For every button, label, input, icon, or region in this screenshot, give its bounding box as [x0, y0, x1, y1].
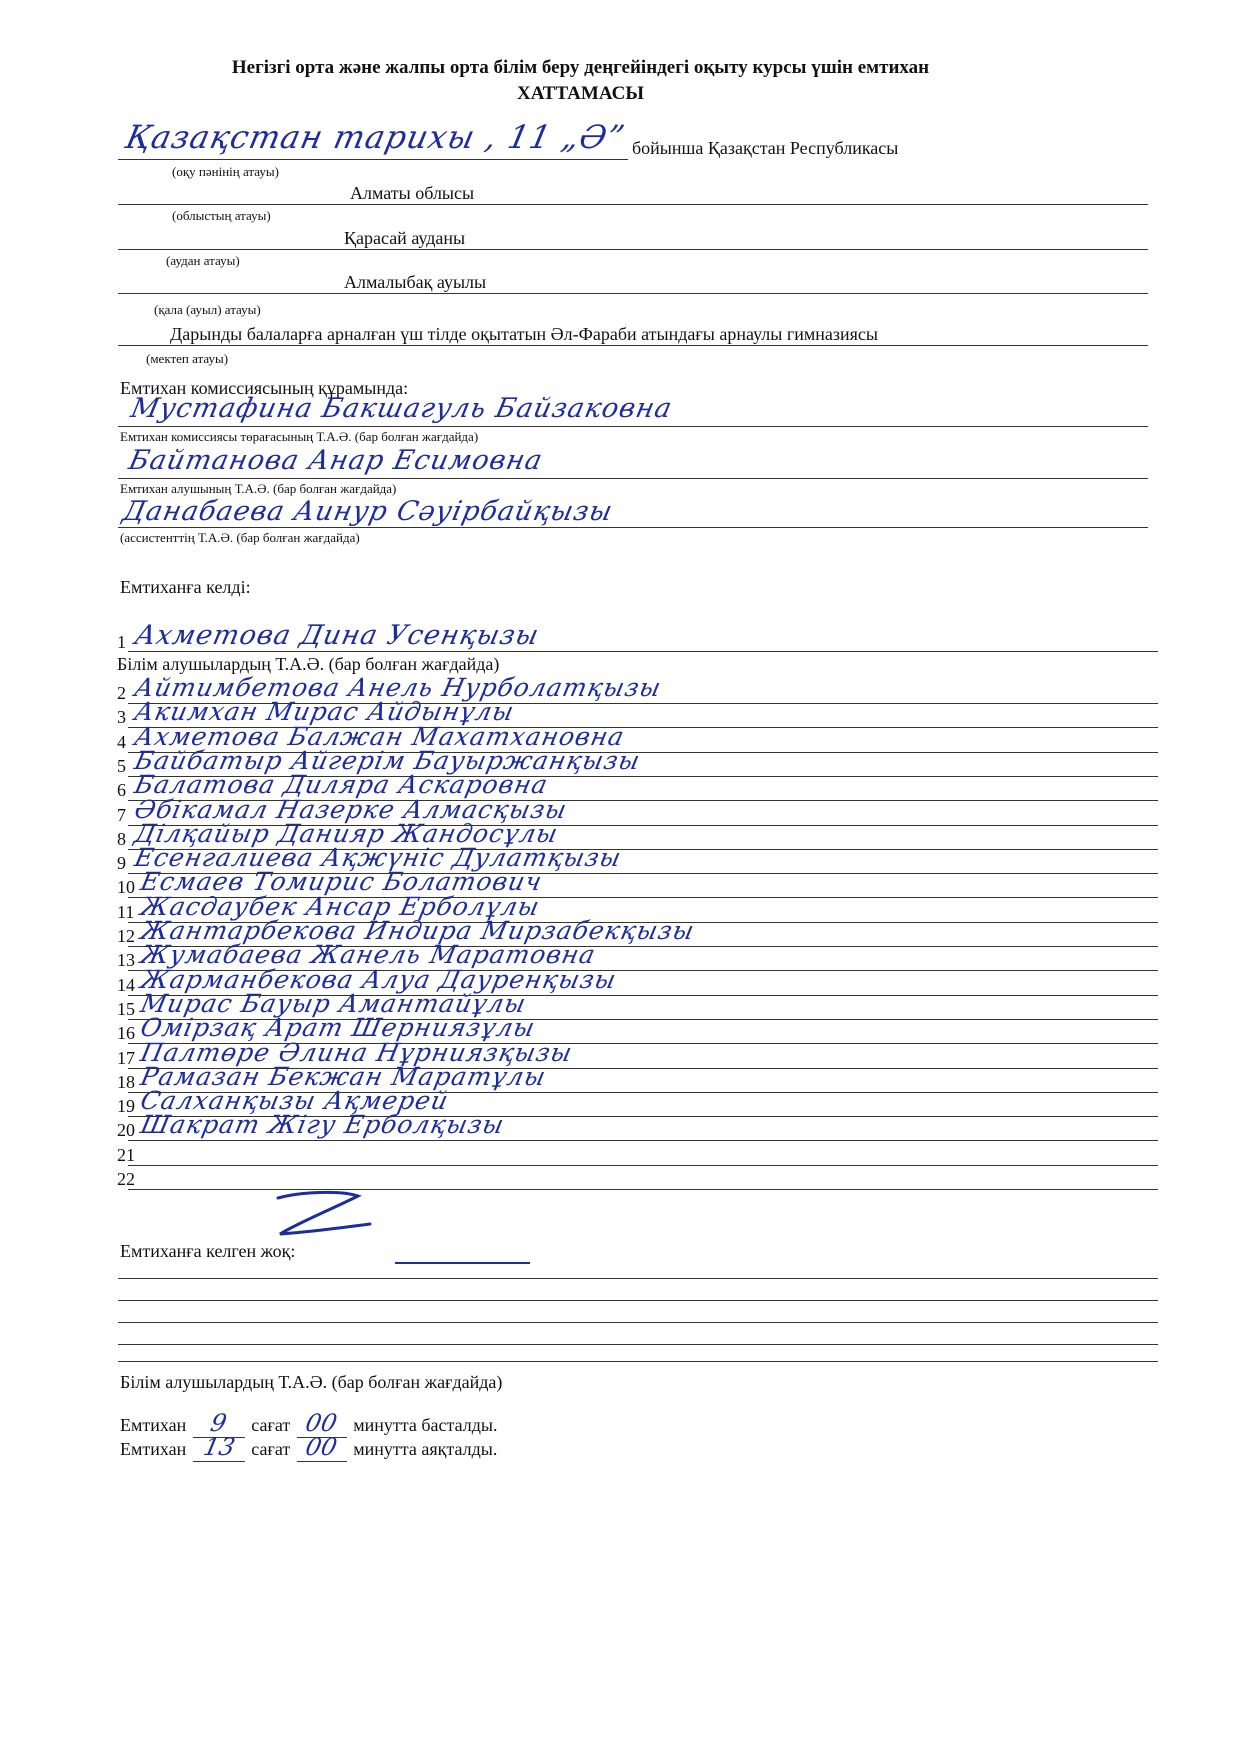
student-name: Есенгалиева Ақжүніс Дулатқызы [132, 843, 625, 872]
student-name: Омірзақ Арат Шерниязұлы [138, 1013, 539, 1042]
student-name: Жасдаубек Ансар Ерболұлы [138, 892, 543, 921]
document-title: Негізгі орта және жалпы орта білім беру деңгейіндегі оқыту курсы үшін емтихан [231, 57, 930, 78]
student-name: Жарманбекова Алуа Дауренқызы [138, 965, 620, 994]
absent-line-5 [118, 1361, 1158, 1362]
student-name: Жантарбекова Индира Мирзабекқызы [138, 916, 698, 945]
student-name: Рамазан Бекжан Маратұлы [138, 1062, 549, 1091]
end-hour: 13 [200, 1433, 238, 1461]
commission-examiner-name: Байтанова Анар Есимовна [126, 445, 546, 476]
end-time-row [120, 1433, 497, 1462]
student-line [128, 1140, 1158, 1141]
subject-suffix: бойынша Қазақстан Республикасы [632, 138, 899, 158]
region-line [118, 204, 1148, 205]
commission-assistant-label: (ассистенттің Т.А.Ә. (бар болған жағдайда) [120, 530, 360, 545]
student-name: Ахметова Дина Усенқызы [132, 620, 543, 651]
student-number: 6 [117, 780, 126, 800]
end-hour-field [193, 1433, 245, 1462]
student-number: 19 [117, 1096, 135, 1116]
commission-chair-line [118, 426, 1148, 427]
student-name: Есмаев Томирис Болатович [138, 867, 546, 896]
commission-assistant-line [118, 527, 1148, 528]
student-number: 12 [117, 926, 135, 946]
absent-line-2 [118, 1300, 1158, 1301]
district-label: (аудан атауы) [166, 253, 240, 268]
student-number: 10 [117, 877, 135, 897]
student-name: Салханқызы Ақмерей [138, 1086, 452, 1115]
student-name: Жумабаева Жанель Маратовна [138, 940, 599, 969]
start-min: 00 [303, 1409, 341, 1437]
start-prefix: Емтихан [120, 1415, 187, 1435]
student-name: Байбатыр Айгерім Бауыржанқызы [132, 746, 644, 775]
signature-mark [270, 1188, 380, 1243]
subject-label: (оқу пәнінің атауы) [172, 164, 279, 179]
school-label: (мектеп атауы) [146, 351, 229, 366]
commission-heading: Емтихан комиссиясының құрамында: [120, 378, 409, 398]
student-name: Акимхан Мирас Айдынұлы [132, 697, 518, 726]
end-min: 00 [303, 1433, 341, 1461]
student-number: 15 [117, 999, 135, 1019]
end-hour-word: сағат [251, 1439, 291, 1459]
student-name: Айтимбетова Анель Нурболатқызы [132, 673, 665, 702]
village-line [118, 293, 1148, 294]
end-min-field [297, 1433, 347, 1462]
school-line [118, 345, 1148, 346]
end-suffix: минутта аяқталды. [353, 1439, 498, 1459]
commission-assistant-name: Данабаева Аинур Сәуірбайқызы [120, 496, 616, 527]
commission-examiner-line [118, 478, 1148, 479]
student-number: 5 [117, 756, 126, 776]
region-label: (облыстың атауы) [172, 208, 271, 223]
student-name: Палтөре Әлина Нұрниязқызы [138, 1038, 576, 1067]
student-number: 3 [117, 707, 126, 727]
student-name: Шакрат Жігу Ерболқызы [138, 1110, 508, 1139]
student-number: 2 [117, 683, 126, 703]
start-hour-word: сағат [251, 1415, 291, 1435]
student-number: 22 [117, 1169, 135, 1189]
student-name: Ділқайыр Данияр Жандосұлы [132, 819, 562, 848]
absent-line-3 [118, 1322, 1158, 1323]
attended-label: Білім алушылардың Т.А.Ә. (бар болған жағдайда) [117, 654, 500, 674]
attended-heading: Емтиханға келді: [120, 577, 251, 597]
student-number: 11 [117, 902, 135, 922]
student-name: Әбікамал Назерке Алмасқызы [132, 795, 571, 824]
document-subtitle: ХАТТАМАСЫ [517, 83, 644, 104]
student-number: 20 [117, 1120, 135, 1140]
district-value: Қарасай ауданы [344, 228, 466, 248]
end-prefix: Емтихан [120, 1439, 187, 1459]
student-line [128, 1165, 1158, 1166]
student-number: 16 [117, 1023, 135, 1043]
student-number: 1 [117, 632, 126, 652]
student-number: 18 [117, 1072, 135, 1092]
absent-heading: Емтиханға келген жоқ: [120, 1241, 296, 1261]
student-name: Мирас Бауыр Амантайұлы [138, 989, 530, 1018]
absent-dash [395, 1262, 530, 1264]
student-number: 14 [117, 975, 135, 995]
subject-line [118, 159, 628, 160]
absent-label: Білім алушылардың Т.А.Ә. (бар болған жағдайда) [120, 1372, 503, 1392]
student-number: 7 [117, 805, 126, 825]
commission-chair-label: Емтихан комиссиясы төрағасының Т.А.Ә. (бар болған жағдайда) [120, 429, 479, 444]
region-value: Алматы облысы [350, 183, 475, 203]
village-label: (қала (ауыл) атауы) [154, 302, 261, 317]
student-number: 21 [117, 1145, 135, 1165]
subject-value: Қазақстан тарихы , 11 „Ә” [122, 118, 629, 156]
school-value: Дарынды балаларға арналған үш тілде оқытатын Әл-Фараби атындағы арнаулы гимназиясы [170, 324, 879, 344]
commission-examiner-label: Емтихан алушының Т.А.Ә. (бар болған жағдайда) [120, 481, 397, 496]
start-suffix: минутта басталды. [353, 1415, 498, 1435]
absent-line-4 [118, 1344, 1158, 1345]
student-name: Ахметова Балжан Махатхановна [132, 722, 628, 751]
district-line [118, 249, 1148, 250]
student-number: 8 [117, 829, 126, 849]
student-line [128, 651, 1158, 652]
village-value: Алмалыбақ ауылы [344, 272, 487, 292]
student-name: Балатова Диляра Аскаровна [132, 770, 551, 799]
absent-line-1 [118, 1278, 1158, 1279]
student-number: 9 [117, 853, 126, 873]
commission-chair-name: Мустафина Бакшагуль Байзаковна [128, 393, 676, 424]
student-number: 4 [117, 732, 126, 752]
start-hour: 9 [208, 1409, 230, 1437]
student-number: 17 [117, 1048, 135, 1068]
student-number: 13 [117, 950, 135, 970]
